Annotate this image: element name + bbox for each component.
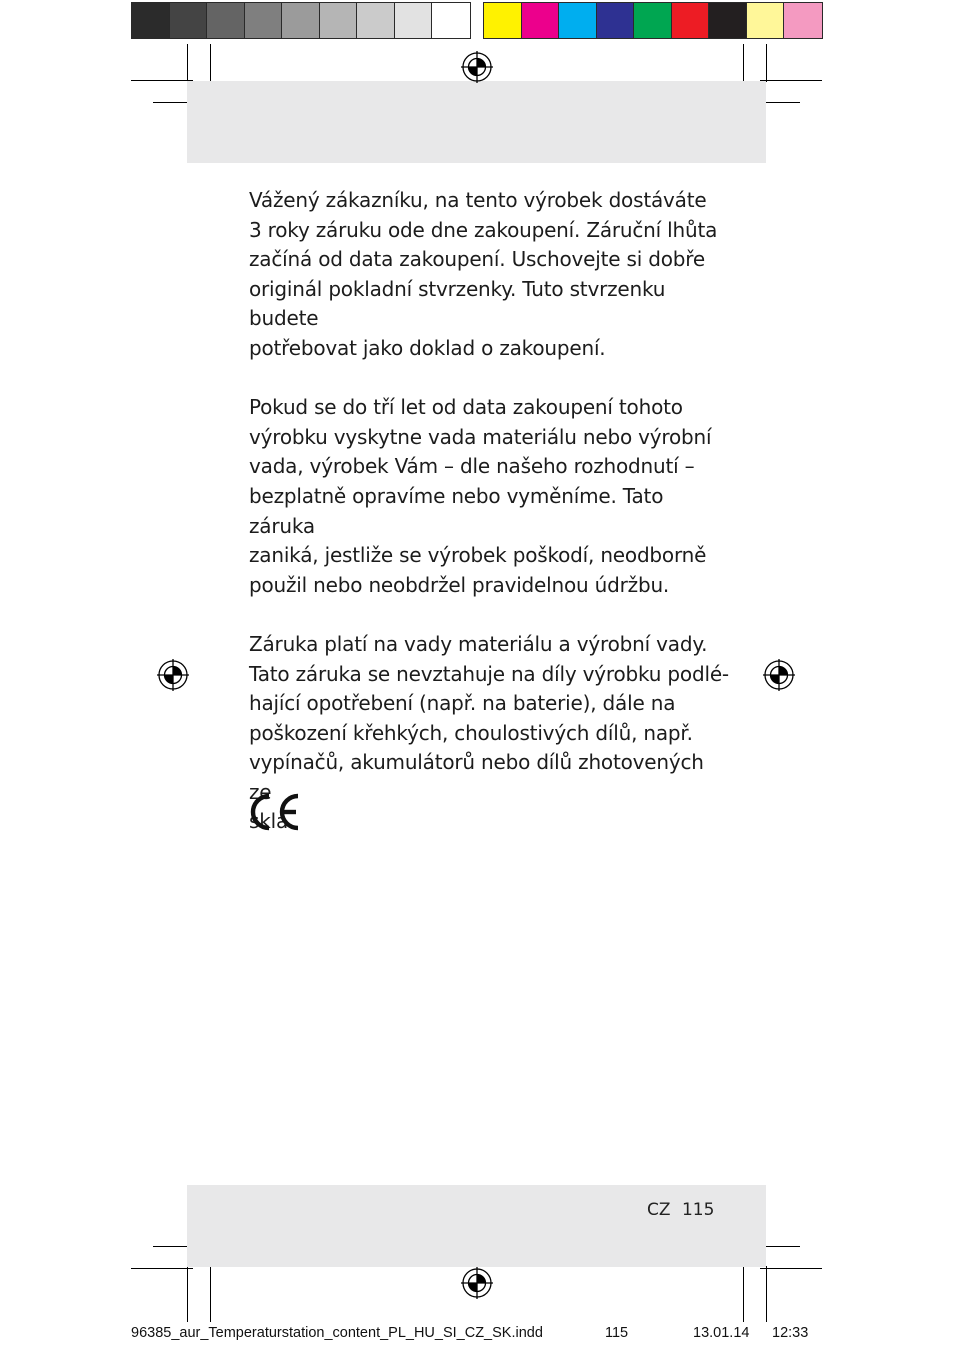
crop-mark	[766, 1266, 767, 1322]
color-swatch	[559, 3, 597, 38]
crop-mark	[210, 1262, 211, 1322]
color-swatch	[320, 3, 358, 38]
crop-mark	[187, 44, 188, 82]
color-swatch	[170, 3, 208, 38]
warranty-paragraph: Záruka platí na vady materiálu a výrobní vady. Tato záruka se nevztahuje na díly výrobku podlé- hající opotřebení (např. na baterie), dále na poškození křehkých, choulostivých dílů, např. vypínačů, akumulátorů nebo dílů zhotovených ze skla.	[249, 631, 729, 834]
color-swatch	[747, 3, 785, 38]
color-swatch	[207, 3, 245, 38]
slug-date: 13.01.14	[693, 1325, 750, 1341]
footer-band	[187, 1185, 766, 1267]
color-swatch	[672, 3, 710, 38]
color-swatch	[709, 3, 747, 38]
registration-mark-icon	[763, 659, 795, 691]
slug-filename: 96385_aur_Temperaturstation_content_PL_HU_SI_CZ_SK.indd	[131, 1325, 543, 1341]
color-swatch	[395, 3, 433, 38]
color-swatch	[522, 3, 560, 38]
registration-mark-icon	[461, 51, 493, 83]
slug-time: 12:33	[772, 1325, 809, 1341]
color-swatch	[132, 3, 170, 38]
color-swatch	[432, 3, 470, 38]
crop-mark	[760, 80, 822, 81]
crop-mark	[743, 1262, 744, 1322]
grayscale-color-bar	[131, 2, 471, 39]
crop-mark	[131, 1268, 193, 1269]
color-swatch	[245, 3, 283, 38]
page-footer	[647, 1200, 714, 1220]
color-swatch	[784, 3, 822, 38]
color-swatch	[634, 3, 672, 38]
language-code: CZ	[647, 1200, 671, 1220]
ce-mark-icon	[248, 792, 302, 832]
slug-page: 115	[605, 1325, 629, 1341]
color-swatch	[357, 3, 395, 38]
warranty-paragraph: Pokud se do tří let od data zakoupení tohoto výrobku vyskytne vada materiálu nebo výrobní vada, výrobek Vám – dle našeho rozhodnutí – bezplatně opravíme nebo vyměníme. Tato záruka zaniká, jestliže se výrobek poškodí, neodborně použil nebo neobdržel pravidelnou údržbu.	[249, 395, 712, 597]
registration-mark-icon	[157, 659, 189, 691]
crop-mark	[187, 1266, 188, 1322]
process-color-bar	[483, 2, 823, 39]
header-band	[187, 81, 766, 163]
registration-mark-icon	[461, 1267, 493, 1299]
crop-mark	[131, 80, 193, 81]
color-swatch	[597, 3, 635, 38]
warranty-text	[249, 186, 729, 867]
warranty-paragraph: Vážený zákazníku, na tento výrobek dostáváte 3 roky záruku ode dne zakoupení. Záruční lhůta začíná od data zakoupení. Uschovejte si dobře originál pokladní stvrzenky. Tuto stvrzenku budete potřebovat jako doklad o zakoupení.	[249, 188, 718, 360]
crop-mark	[760, 1246, 800, 1247]
crop-mark	[760, 1268, 822, 1269]
crop-mark	[766, 44, 767, 82]
color-swatch	[282, 3, 320, 38]
color-swatch	[484, 3, 522, 38]
crop-mark	[760, 102, 800, 103]
page-number: 115	[681, 1200, 715, 1220]
